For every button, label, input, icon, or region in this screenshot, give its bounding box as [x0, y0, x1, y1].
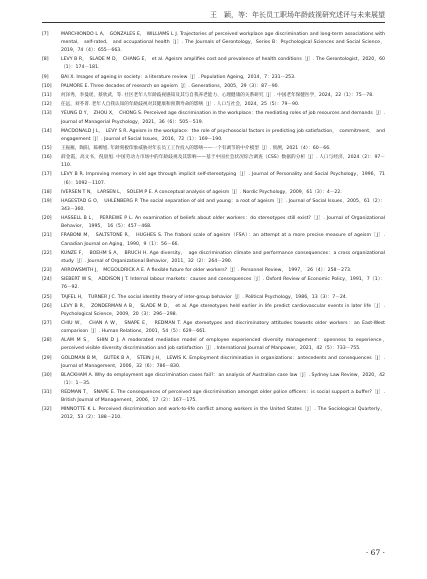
- reference-item: [42, 110, 385, 126]
- reference-item: [42, 171, 385, 187]
- reference-number: [15]: [42, 145, 52, 151]
- reference-number: [29]: [42, 355, 52, 361]
- reference-number: [27]: [42, 320, 52, 326]
- reference-item: [42, 337, 390, 353]
- reference-text: 何泽秀，李曼瑶，蔡欣武，等. 社区老年人年龄歧视感知及其与自我养老能力、心理健康的关系研究［J］. 中国老年保健医学，2024，22（1）：75－78.: [61, 93, 374, 99]
- reference-item: [42, 232, 385, 248]
- reference-item: [42, 198, 385, 214]
- reference-number: [26]: [42, 303, 52, 309]
- reference-item: [42, 31, 385, 55]
- reference-text: PALMORE E. Three decades of research on ageism［J］. Generations，2005，29（3）：87－90.: [61, 83, 280, 89]
- reference-text: BAI X. Images of ageing in society：a literature review［J］. Population Ageing，2014，7：231－253.: [61, 74, 296, 80]
- reference-text: TAJFEL H， TURNER J C. The social identity theory of inter-group behavior［J］. Political Psychology，1986，13（3）：7－24.: [61, 294, 348, 300]
- reference-item: [42, 56, 385, 72]
- reference-number: [21]: [42, 233, 52, 239]
- reference-item: [42, 83, 385, 91]
- reference-item: [42, 189, 385, 197]
- reference-number: [16]: [42, 155, 52, 161]
- reference-number: [8]: [42, 57, 49, 63]
- reference-item: [42, 276, 385, 292]
- reference-number: [25]: [42, 294, 52, 300]
- reference-number: [14]: [42, 128, 52, 134]
- reference-number: [20]: [42, 216, 52, 222]
- reference-item: [42, 320, 385, 336]
- reference-number: [9]: [42, 74, 49, 80]
- reference-item: [42, 372, 385, 388]
- reference-text: ALAM M S， SHIN D J. A moderated mediation model of employee experienced diversity management：openness to experience， perceived visible diversity discrimination and job satisfaction［J］. International Journal of Manpower，2021，42（5）：733－755.: [61, 338, 390, 352]
- reference-text: FRABONI M， SALTSTONE R， HUGHES S. The fraboni scale of ageism（FSA）：an attempt at a more precise measure of ageism［J］. Canadian Journal on Aging，1990，9（1）：56－66.: [61, 233, 385, 247]
- reference-item: [42, 128, 385, 144]
- running-header: 王 颖，等：年长员工职场年龄歧视研究述评与未来展望: [210, 11, 385, 19]
- reference-item: [42, 294, 385, 302]
- header-rule: [42, 22, 385, 23]
- reference-number: [11]: [42, 93, 52, 99]
- reference-text: LEVY B R. Improving memory in old age through implicit self-stereotyping［J］. Journal of Personality and Social Psychology，1996，71（6）：1092－1107.: [61, 172, 385, 186]
- page-number: · 67 ·: [365, 548, 385, 557]
- reference-item: [42, 355, 385, 371]
- reference-text: 薛金霞，高文书，倪晨旭. 中国劳动力市场中的年龄歧视及其影响——基于中国社会状况综合调查（CSS）数据的分析［J］. 人口与经济，2024（2）：97－110.: [61, 155, 385, 169]
- reference-item: [42, 406, 385, 422]
- reference-text: 王振雁，陶阳，陈柳旭. 年龄刻板印象威胁对年长员工工作投入的影响——一个有调节的中介模型［J］. 预测，2021（4）：60－66.: [61, 145, 331, 151]
- reference-item: [42, 267, 385, 275]
- reference-item: [42, 215, 385, 231]
- reference-number: [17]: [42, 172, 52, 178]
- reference-number: [22]: [42, 250, 52, 256]
- reference-number: [24]: [42, 277, 52, 283]
- reference-text: IVERSEN T N， LARSEN L， SOLEM P E. A conceptual analysis of ageism［J］. Nordic Psychology，2009，61（3）：4－22.: [61, 189, 342, 195]
- reference-item: [42, 145, 385, 153]
- reference-number: [13]: [42, 111, 52, 117]
- reference-text: MACDONALD J L， LEVY S R. Ageism in the workplace：the role of psychosocial factors in predicting job satisfaction， commitment， and engagement［J］. Journal of Social Issues，2016，72（1）：169－190.: [61, 128, 385, 142]
- reference-text: HASSELL B L， PERREWE P L. An examination of beliefs about older workers：do stereotypes still exist?［J］. Journal of Organizational Behavior， 1995， 16（5）：457－468.: [61, 216, 385, 230]
- reference-item: [42, 303, 385, 319]
- reference-number: [31]: [42, 390, 52, 396]
- reference-text: MINNOTTE K L. Perceived discrimination and work-to-life conflict among workers in the United States［J］. The Sociological Quarterly，2012，53（2）：188－210.: [61, 407, 385, 421]
- reference-item: [42, 74, 385, 82]
- reference-number: [18]: [42, 189, 52, 195]
- reference-text: YEUNG D Y， ZHOU X， CHONG S. Perceived age discrimination in the workplace：the mediating roles of job resources and demands［J］. Journal of Managerial Psychology，2021，36（6）：505－519.: [61, 111, 385, 125]
- reference-text: ARROWSMITH J， MCGOLDRICK A E. A flexible future for older workers?［J］. Personnel Review， 1997， 26（4）：258－273.: [61, 268, 352, 274]
- reference-number: [12]: [42, 102, 52, 108]
- reference-number: [28]: [42, 338, 52, 344]
- reference-text: SIEBERT W S， ADDISON J T. Internal labour markets：causes and consequences［J］. Oxford Review of Economic Policy，1991，7（1）：76－92.: [61, 277, 385, 291]
- reference-item: [42, 92, 385, 100]
- reference-text: HAGESTAD G O， UHLENBERG P. The social separation of old and young：a root of ageism［J］. Journal of Social Issues，2005，61（2）：343－360.: [61, 198, 385, 212]
- reference-text: MARCHIONDO L A, GONZALES E, WILLIAMS L J. Trajectories of perceived workplace age discrimination and long-term associations with mental, self-rated, and occupational health［J］. The Journals of Gerontology，Series B：Psychological Sciences and Social Science，2019，74（4）：655－663.: [61, 32, 385, 54]
- reference-item: [42, 250, 385, 266]
- reference-number: [19]: [42, 198, 52, 204]
- reference-text: LEVY B R， SLADE M D， CHANG E， et al. Ageism amplifies cost and prevalence of health conditions［J］. The Gerontologist，2020，60（1）：174－181.: [61, 57, 385, 71]
- reference-item: [42, 101, 385, 109]
- reference-list: [42, 31, 390, 424]
- reference-text: BLACKHAM A. Why do employment age discrimination cases fail?：an analysis of Australian case law［J］. Sydney Law Review，2020，42（1）：1－35.: [61, 372, 385, 386]
- reference-number: [23]: [42, 268, 52, 274]
- reference-text: LEVY B R， ZONDERMAN A B， SLADE M D， et al. Age stereotypes held earlier in life predict cardiovascular events in later life［J］. Psychological Science，2009，20（3）：296－298.: [61, 303, 385, 317]
- reference-number: [7]: [42, 32, 49, 37]
- reference-number: [10]: [42, 83, 52, 89]
- reference-text: 任远，刘苓菁. 老年人自我认知的年龄歧视对其健康和预期寿命的影响［J］. 人口与社会，2024，25（5）：79－90.: [61, 102, 300, 108]
- reference-number: [30]: [42, 372, 52, 378]
- reference-text: REDMAN T， SNAPE E. The consequences of perceived age discrimination amongst older police officers：is social support a buffer?［J］. British Journal of Management，2006，17（2）：167－175.: [61, 390, 385, 404]
- reference-number: [32]: [42, 407, 52, 413]
- reference-text: KUNZE F， BOEHM S A， BRUCH H. Age diversity， age discrimination climate and performance consequences：a cross organizational study［J］. Journal of Organizational Behavior，2011，32（2）：264－290.: [61, 250, 385, 264]
- reference-text: CHIU W， CHAN A W， SNAPE E， REDMAN T. Age stereotypes and discriminatory attitudes towards older workers：an East-West comparison［J］. Human Relations，2001，54（5）：629－661.: [61, 320, 385, 335]
- reference-item: [42, 389, 385, 405]
- reference-item: [42, 154, 385, 170]
- reference-text: GOLDMAN B M， GUTEK B A， STEIN J H， LEWIS K. Employment discrimination in organizations：antecedents and consequences［J］. Journal of Management，2006，32（6）：786－830.: [61, 355, 385, 369]
